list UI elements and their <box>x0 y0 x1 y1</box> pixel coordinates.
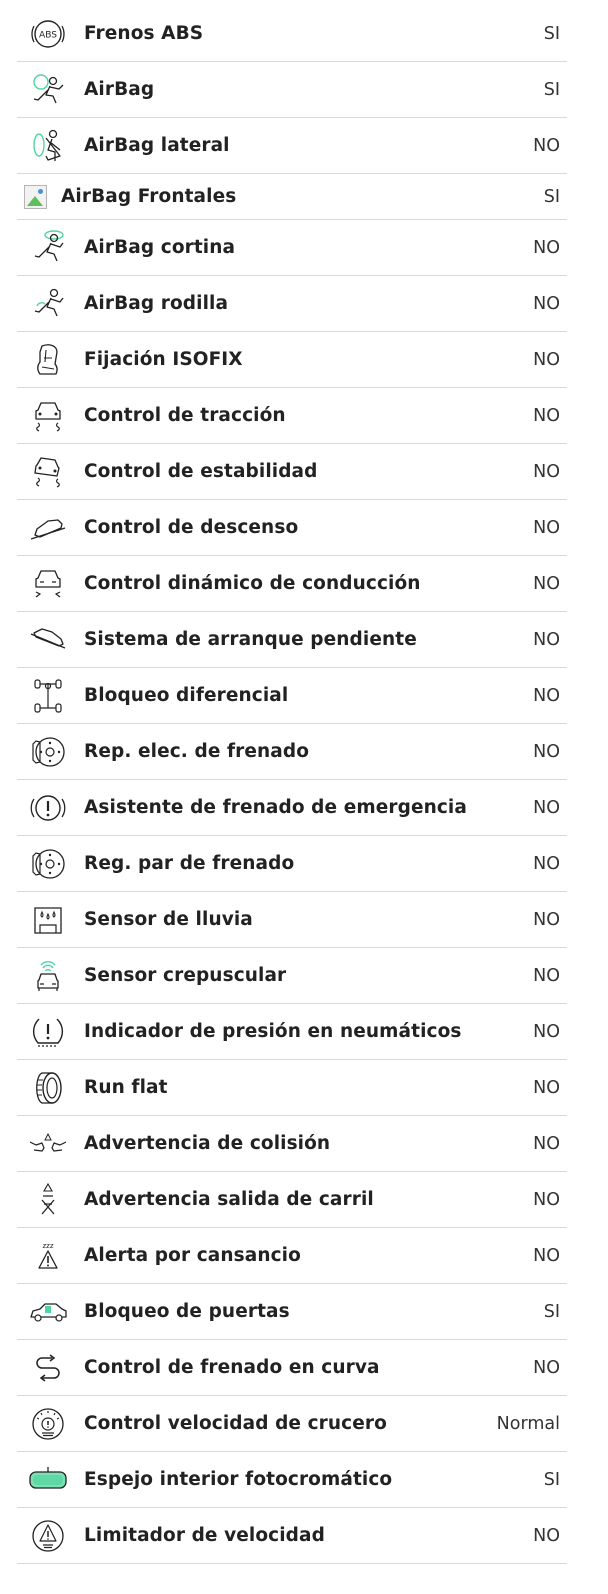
feature-value: NO <box>533 965 560 986</box>
feature-label: Limitador de velocidad <box>84 1525 325 1546</box>
feature-value: NO <box>533 1133 560 1154</box>
feature-value: NO <box>533 1021 560 1042</box>
collision-warning-icon <box>23 1124 73 1164</box>
feature-row-asistente-frenado <box>17 780 567 836</box>
cruise-control-icon <box>23 1404 73 1444</box>
feature-value: NO <box>533 349 560 370</box>
feature-value: NO <box>533 135 560 156</box>
feature-row-arranque-pendiente <box>17 612 567 668</box>
feature-value: NO <box>533 1245 560 1266</box>
broken-image-icon <box>24 177 50 217</box>
feature-label: Sistema de arranque pendiente <box>84 629 417 650</box>
feature-row-salida-carril <box>17 1172 567 1228</box>
feature-label: Control velocidad de crucero <box>84 1413 387 1434</box>
feature-label: Indicador de presión en neumáticos <box>84 1021 462 1042</box>
tire-icon <box>23 1068 73 1108</box>
feature-row-alerta-cansancio <box>17 1228 567 1284</box>
feature-label: AirBag lateral <box>84 135 230 156</box>
feature-row-advertencia-colision <box>17 1116 567 1172</box>
abs-icon <box>23 14 73 54</box>
feature-label: Control de descenso <box>84 517 299 538</box>
feature-row-sensor-lluvia <box>17 892 567 948</box>
feature-row-airbag-frontales <box>17 174 567 220</box>
light-sensor-icon <box>23 956 73 996</box>
feature-row-fijacion-isofix <box>17 332 567 388</box>
hill-start-icon <box>23 620 73 660</box>
feature-value: SI <box>543 79 560 100</box>
feature-row-velocidad-crucero <box>17 1396 567 1452</box>
feature-value: SI <box>543 186 560 207</box>
feature-label: Control dinámico de conducción <box>84 573 421 594</box>
differential-lock-icon <box>23 676 73 716</box>
fatigue-alert-icon <box>23 1236 73 1276</box>
brake-disc-icon <box>23 732 73 772</box>
dynamic-control-icon <box>23 564 73 604</box>
feature-label: Frenos ABS <box>84 23 204 44</box>
side-airbag-icon <box>23 126 73 166</box>
feature-value: SI <box>543 1301 560 1322</box>
feature-row-frenos-abs <box>17 6 567 62</box>
feature-label: Reg. par de frenado <box>84 853 295 874</box>
feature-row-airbag-lateral <box>17 118 567 174</box>
feature-label: Control de frenado en curva <box>84 1357 380 1378</box>
feature-label: Espejo interior fotocromático <box>84 1469 393 1490</box>
feature-label: Control de estabilidad <box>84 461 318 482</box>
feature-row-run-flat <box>17 1060 567 1116</box>
brake-torque-icon <box>23 844 73 884</box>
feature-label: Advertencia salida de carril <box>84 1189 374 1210</box>
feature-row-airbag <box>17 62 567 118</box>
feature-row-bloqueo-diferencial <box>17 668 567 724</box>
brake-warning-icon <box>23 788 73 828</box>
curve-brake-icon <box>23 1348 73 1388</box>
feature-row-limitador-velocidad <box>17 1508 567 1564</box>
door-lock-icon <box>23 1292 73 1332</box>
feature-row-control-dinamico <box>17 556 567 612</box>
svg-text:zzz: zzz <box>42 1241 54 1250</box>
knee-airbag-icon <box>23 284 73 324</box>
feature-value: NO <box>533 573 560 594</box>
hill-descent-icon <box>23 508 73 548</box>
feature-label: Sensor de lluvia <box>84 909 253 930</box>
feature-value: Normal <box>496 1413 560 1434</box>
feature-value: NO <box>533 909 560 930</box>
airbag-icon <box>23 70 73 110</box>
feature-value: NO <box>533 461 560 482</box>
safety-features-list <box>17 6 567 1564</box>
feature-value: SI <box>543 23 560 44</box>
rain-sensor-icon <box>23 900 73 940</box>
child-seat-icon <box>23 340 73 380</box>
feature-value: NO <box>533 1189 560 1210</box>
feature-label: AirBag Frontales <box>61 186 237 207</box>
feature-label: AirBag <box>84 79 155 100</box>
feature-row-espejo-fotocromatico <box>17 1452 567 1508</box>
feature-value: NO <box>533 685 560 706</box>
mirror-icon <box>23 1460 73 1500</box>
feature-value: NO <box>533 405 560 426</box>
feature-row-presion-neumaticos <box>17 1004 567 1060</box>
feature-value: NO <box>533 629 560 650</box>
feature-label: Fijación ISOFIX <box>84 349 243 370</box>
feature-value: SI <box>543 1469 560 1490</box>
feature-value: NO <box>533 1525 560 1546</box>
tire-pressure-icon <box>23 1012 73 1052</box>
traction-control-icon <box>23 396 73 436</box>
curtain-airbag-icon <box>23 228 73 268</box>
feature-row-control-estabilidad <box>17 444 567 500</box>
feature-label: AirBag rodilla <box>84 293 229 314</box>
feature-label: AirBag cortina <box>84 237 236 258</box>
feature-row-frenado-curva <box>17 1340 567 1396</box>
feature-label: Bloqueo de puertas <box>84 1301 290 1322</box>
feature-label: Rep. elec. de frenado <box>84 741 310 762</box>
speed-limiter-icon <box>23 1516 73 1556</box>
svg-text:ABS: ABS <box>39 30 57 40</box>
feature-label: Bloqueo diferencial <box>84 685 289 706</box>
feature-row-airbag-rodilla <box>17 276 567 332</box>
feature-value: NO <box>533 1357 560 1378</box>
feature-value: NO <box>533 797 560 818</box>
feature-label: Asistente de frenado de emergencia <box>84 797 467 818</box>
feature-value: NO <box>533 1077 560 1098</box>
feature-row-airbag-cortina <box>17 220 567 276</box>
feature-row-rep-elec-frenado <box>17 724 567 780</box>
feature-value: NO <box>533 293 560 314</box>
feature-row-reg-par-frenado <box>17 836 567 892</box>
stability-control-icon <box>23 452 73 492</box>
feature-value: NO <box>533 853 560 874</box>
feature-value: NO <box>533 517 560 538</box>
lane-departure-icon <box>23 1180 73 1220</box>
feature-row-control-traccion <box>17 388 567 444</box>
feature-label: Run flat <box>84 1077 168 1098</box>
feature-label: Alerta por cansancio <box>84 1245 301 1266</box>
feature-label: Control de tracción <box>84 405 286 426</box>
feature-value: NO <box>533 237 560 258</box>
feature-label: Advertencia de colisión <box>84 1133 331 1154</box>
feature-row-control-descenso <box>17 500 567 556</box>
feature-row-bloqueo-puertas <box>17 1284 567 1340</box>
feature-row-sensor-crepuscular <box>17 948 567 1004</box>
feature-value: NO <box>533 741 560 762</box>
feature-label: Sensor crepuscular <box>84 965 287 986</box>
